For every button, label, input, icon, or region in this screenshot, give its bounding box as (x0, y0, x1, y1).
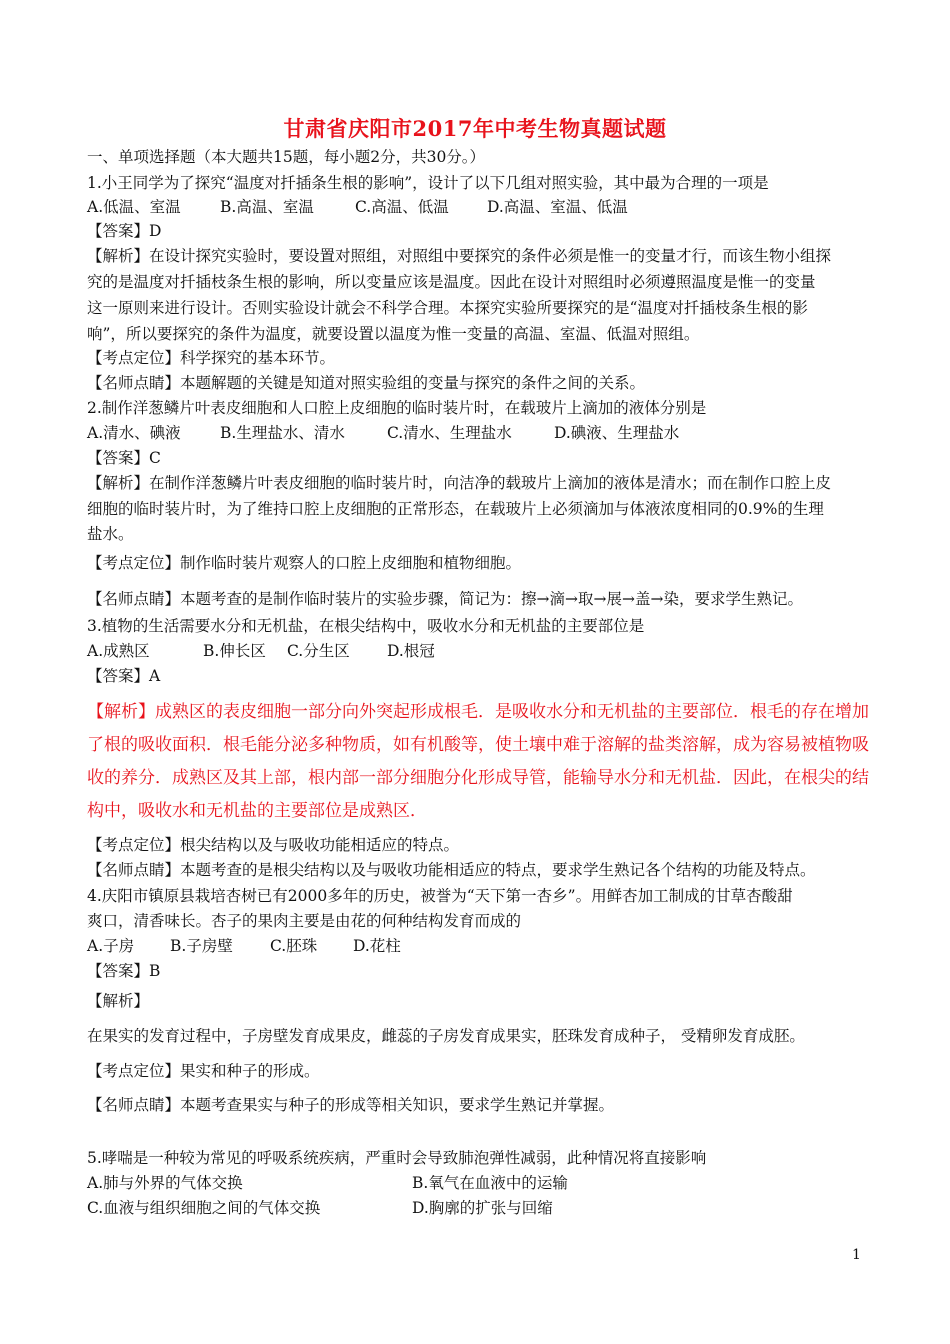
question-3-analysis-line: 【解析】成熟区的表皮细胞一部分向外突起形成根毛．是吸收水分和无机盐的主要部位．根毛的存在增加 (87, 702, 869, 722)
question-1-options (87, 195, 867, 219)
question-3-stem: 3.植物的生活需要水分和无机盐，在根尖结构中，吸收水分和无机盐的主要部位是 (87, 617, 645, 635)
option-c: C.血液与组织细胞之间的气体交换 (87, 1199, 321, 1217)
option-b: B.高温、室温 (220, 198, 314, 216)
question-1-answer: 【答案】D (87, 222, 162, 240)
question-4-tip: 【名师点睛】本题考查果实与种子的形成等相关知识，要求学生熟记并掌握。 (87, 1096, 615, 1114)
question-2-stem: 2.制作洋葱鳞片叶表皮细胞和人口腔上皮细胞的临时装片时，在载玻片上滴加的液体分别是 (87, 399, 707, 417)
option-b: B.伸长区 (203, 642, 266, 660)
option-d: D.碘液、生理盐水 (554, 424, 680, 442)
question-3-tip: 【名师点睛】本题考查的是根尖结构以及与吸收功能相适应的特点，要求学生熟记各个结构的功能及特点。 (87, 861, 816, 879)
question-3-answer: 【答案】A (87, 667, 161, 685)
question-1-tip: 【名师点睛】本题解题的关键是知道对照实验组的变量与探究的条件之间的关系。 (87, 374, 646, 392)
question-3-analysis-line: 收的养分．成熟区及其上部，根内部一部分细胞分化形成导管，能输导水分和无机盐．因此，在根尖的结 (87, 768, 869, 788)
question-4-answer: 【答案】B (87, 962, 161, 980)
option-a: A.清水、碘液 (87, 424, 181, 442)
question-1-point: 【考点定位】科学探究的基本环节。 (87, 349, 336, 367)
document-title: 甘肃省庆阳市2017年中考生物真题试题 (283, 116, 667, 141)
option-a: A.低温、室温 (87, 198, 181, 216)
question-5-options-row-1 (87, 1171, 867, 1195)
question-4-stem-line: 爽口，清香味长。杏子的果肉主要是由花的何种结构发育而成的 (87, 912, 522, 930)
question-1-stem: 1.小王同学为了探究“温度对扦插条生根的影响”，设计了以下几组对照实验，其中最为合理的一项是 (87, 174, 769, 192)
question-4-stem-line: 4.庆阳市镇原县栽培杏树已有2000多年的历史，被誉为“天下第一杏乡”。用鲜杏加工制成的甘草杏酸甜 (87, 887, 793, 905)
option-d: D.高温、室温、低温 (487, 198, 628, 216)
option-c: C.分生区 (287, 642, 350, 660)
question-4-analysis: 在果实的发育过程中，子房壁发育成果皮，雌蕊的子房发育成果实，胚珠发育成种子， 受精卵发育成胚。 (87, 1027, 805, 1045)
question-1-analysis-line: 究的是温度对扦插枝条生根的影响，所以变量应该是温度。因此在设计对照组时必须遵照温度是惟一的变量 (87, 273, 816, 291)
question-5-stem: 5.哮喘是一种较为常见的呼吸系统疾病，严重时会导致肺泡弹性减弱，此种情况将直接影响 (87, 1149, 707, 1167)
question-2-tip: 【名师点睛】本题考查的是制作临时装片的实验步骤，简记为：擦→滴→取→展→盖→染，要求学生熟记。 (87, 590, 803, 608)
section-heading: 一、单项选择题（本大题共15题，每小题2分，共30分。） (87, 148, 486, 166)
question-2-answer: 【答案】C (87, 449, 161, 467)
question-4-analysis-label: 【解析】 (87, 992, 150, 1010)
question-2-analysis-line: 盐水。 (87, 525, 134, 543)
option-d: D.根冠 (387, 642, 435, 660)
question-3-analysis-line: 了根的吸收面积．根毛能分泌多种物质，如有机酸等，使土壤中难于溶解的盐类溶解，成为容易被植物吸 (87, 735, 869, 755)
question-1-analysis-line: 这一原则来进行设计。否则实验设计就会不科学合理。本探究实验所要探究的是“温度对扦插枝条生根的影 (87, 299, 808, 317)
question-1-analysis-line: 响”，所以要探究的条件为温度，就要设置以温度为惟一变量的高温、室温、低温对照组。 (87, 325, 700, 343)
page-number: 1 (852, 1247, 861, 1263)
question-3-analysis-line: 构中，吸收水和无机盐的主要部位是成熟区． (87, 801, 427, 821)
question-4-options (87, 934, 867, 958)
question-2-point: 【考点定位】制作临时装片观察人的口腔上皮细胞和植物细胞。 (87, 554, 522, 572)
question-3-point: 【考点定位】根尖结构以及与吸收功能相适应的特点。 (87, 836, 460, 854)
question-5-options-row-2 (87, 1196, 867, 1220)
question-2-analysis-line: 【解析】在制作洋葱鳞片叶表皮细胞的临时装片时，向洁净的载玻片上滴加的液体是清水；而在制作口腔上皮 (87, 474, 832, 492)
option-c: C.胚珠 (270, 937, 318, 955)
question-2-analysis-line: 细胞的临时装片时，为了维持口腔上皮细胞的正常形态，在载玻片上必须滴加与体液浓度相同的0.9%的生理 (87, 500, 824, 518)
option-a: A.成熟区 (87, 642, 150, 660)
option-b: B.生理盐水、清水 (220, 424, 345, 442)
option-d: D.胸廓的扩张与回缩 (412, 1199, 553, 1217)
option-b: B.子房壁 (170, 937, 233, 955)
option-b: B.氧气在血液中的运输 (412, 1174, 568, 1192)
question-2-options (87, 421, 867, 445)
question-1-analysis-line: 【解析】在设计探究实验时，要设置对照组，对照组中要探究的条件必须是惟一的变量才行，而该生物小组探 (87, 247, 832, 265)
option-c: C.清水、生理盐水 (387, 424, 512, 442)
option-c: C.高温、低温 (355, 198, 449, 216)
option-a: A.肺与外界的气体交换 (87, 1174, 243, 1192)
option-a: A.子房 (87, 937, 135, 955)
option-d: D.花柱 (353, 937, 401, 955)
question-4-point: 【考点定位】果实和种子的形成。 (87, 1062, 320, 1080)
question-3-options (87, 639, 867, 663)
